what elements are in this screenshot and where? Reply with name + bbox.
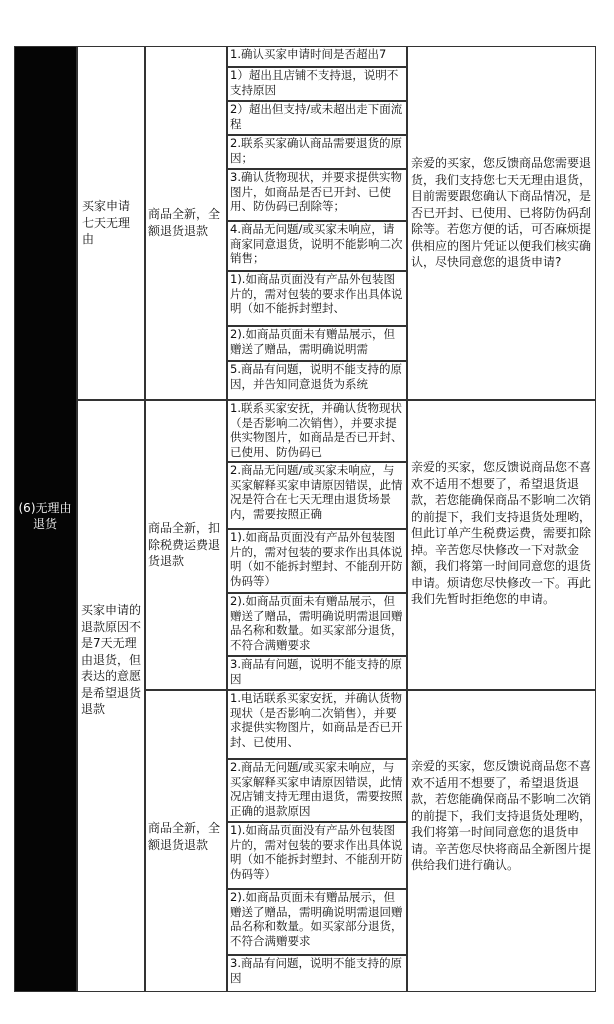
step-item: 2）超出但支持/或未超出走下面流程 bbox=[227, 101, 407, 135]
step-item: 1.联系买家安抚，并确认货物现状（是否影响二次销售），并要求提供实物图片，如商品是否已开封、已使用、防伪码已 bbox=[227, 400, 407, 462]
step-item: 1).如商品页面没有产品外包装图片的，需对包装的要求作出具体说明（如不能拆封塑封、 bbox=[227, 271, 407, 326]
step-item: 2.商品无问题/或买家未响应，与买家解释买家申请原因错误，此情况是符合在七天无理由退货场景内，需要按照正确 bbox=[227, 462, 407, 529]
step-item: 1）超出且店铺不支持退，说明不支持原因 bbox=[227, 67, 407, 101]
step-item: 1).如商品页面没有产品外包装图片的，需对包装的要求作出具体说明（如不能拆封塑封、不能刮开防伪码等） bbox=[227, 529, 407, 593]
step-item: 2).如商品页面未有赠品展示，但赠送了赠品，需明确说明需退回赠品名称和数量。如买家部分退货，不符合满赠要求 bbox=[227, 593, 407, 656]
reason-text: 买家申请的退款原因不是7天无理由退货，但表达的意愿是希望退货退款 bbox=[81, 603, 141, 716]
step-item: 3.商品有问题，说明不能支持的原因 bbox=[227, 656, 407, 690]
category-label: (6)无理由退货 bbox=[18, 501, 72, 531]
reply-text: 亲爱的买家，您反馈商品您需要退货，我们支持您七天无理由退货，目前需要跟您确认下商品情况，是否已开封、已使用、已将防伪码刮除等。若您方便的话，可否麻烦提供相应的图片凭证以便我们核实确认，尽快同意您的退货申请? bbox=[411, 156, 592, 269]
step-item: 3.确认货物现状，并要求提供实物图片，如商品是否已开封、已使用、防伪码已刮除等； bbox=[227, 169, 407, 221]
step-item: 5.商品有问题，说明不能支持的原因，并告知同意退货为系统 bbox=[227, 361, 407, 400]
step-item: 3.商品有问题，说明不能支持的原因 bbox=[227, 955, 407, 992]
step-item: 2).如商品页面未有赠品展示，但赠送了赠品，需明确说明需 bbox=[227, 326, 407, 361]
step-item: 1).如商品页面没有产品外包装图片的，需对包装的要求作出具体说明（如不能拆封塑封、不能刮开防伪码等） bbox=[227, 822, 407, 889]
step-item: 1.电话联系买家安抚，并确认货物现状（是否影响二次销售），并要求提供实物图片，如商品是否已开封、已使用、 bbox=[227, 690, 407, 759]
step-item: 1.确认买家申请时间是否超出7 bbox=[227, 46, 407, 67]
reply-text: 亲爱的买家，您反馈说商品您不喜欢不适用不想要了，希望退货退款，若您能确保商品不影响二次销的前提下，我们支持退货处理哟，我们将第一时间同意您的退货申请。辛苦您尽快将商品全新图片提供给我们进行确认。 bbox=[411, 759, 592, 872]
condition-text: 商品全新，全额退货退款 bbox=[148, 821, 221, 852]
reason-text: 买家申请七天无理由 bbox=[82, 199, 131, 246]
reply-text: 亲爱的买家，您反馈说商品您不喜欢不适用不想要了，希望退货退款，若您能确保商品不影响二次销的前提下，我们支持退货处理哟，但此订单产生税费运费，需要扣除掉。辛苦您尽快修改一下对款金额，我们将第一时间同意您的退货申请。烦请您尽快修改一下。再此我们先暂时拒绝您的申请。 bbox=[411, 460, 592, 606]
condition-text: 商品全新，扣除税费运费退货退款 bbox=[148, 521, 221, 568]
step-item: 4.商品无问题/或买家未响应，请商家同意退货，说明不能影响二次销售； bbox=[227, 221, 407, 271]
step-item: 2).如商品页面未有赠品展示，但赠送了赠品，需明确说明需退回赠品名称和数量。如买家部分退货，不符合满赠要求 bbox=[227, 889, 407, 955]
condition-text: 商品全新，全额退货退款 bbox=[148, 207, 221, 238]
step-item: 2.商品无问题/或买家未响应，与买家解释买家申请原因错误，此情况店铺支持无理由退货，需要按照正确的退款原因 bbox=[227, 759, 407, 822]
step-item: 2.联系买家确认商品需要退货的原因； bbox=[227, 135, 407, 169]
